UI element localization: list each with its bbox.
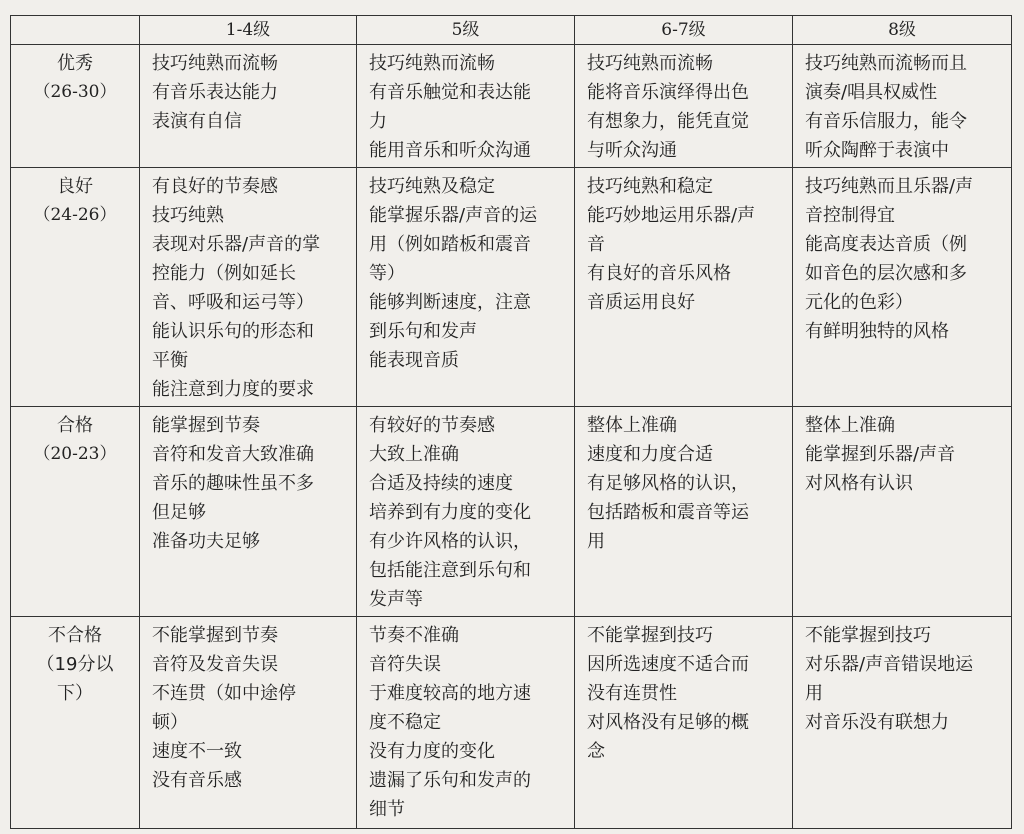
criterion-line: 能表现音质	[369, 350, 459, 371]
criterion-line: 培养到有力度的变化	[369, 502, 531, 523]
criterion-line: 对音乐没有联想力	[805, 712, 949, 733]
criterion-line: 音质运用良好	[587, 292, 695, 313]
cell-excellent-grade-5	[357, 45, 575, 168]
criterion-line: 与听众沟通	[587, 140, 677, 161]
score-range: （19分以	[36, 654, 114, 675]
cell-pass-grade-1-4	[140, 407, 357, 617]
cell-excellent-grade-6-7	[575, 45, 793, 168]
criterion-line: 控能力（例如延长	[152, 263, 296, 284]
criterion-line: 力	[369, 111, 387, 132]
header-corner	[11, 16, 140, 45]
rating-label: 优秀	[57, 53, 93, 74]
criterion-line: 大致上准确	[369, 444, 459, 465]
header-grade-1-4: 1-4级	[140, 16, 357, 45]
criterion-line: 速度和力度合适	[587, 444, 713, 465]
header-grade-8: 8级	[793, 16, 1012, 45]
rating-label: 良好	[57, 176, 93, 197]
score-range: 下）	[57, 683, 93, 704]
table-row-excellent	[11, 45, 1012, 168]
criterion-line: 用	[805, 683, 823, 704]
cell-fail-grade-5	[357, 617, 575, 829]
criterion-line: 等）	[369, 263, 405, 284]
criterion-line: 包括踏板和震音等运	[587, 502, 749, 523]
criterion-line: 能注意到力度的要求	[152, 379, 314, 400]
cell-excellent-grade-8	[793, 45, 1012, 168]
criterion-line: 不连贯（如中途停	[152, 683, 296, 704]
criterion-line: 对风格有认识	[805, 473, 913, 494]
criterion-line: 能掌握乐器/声音的运	[369, 205, 538, 226]
table-row-pass	[11, 407, 1012, 617]
criterion-line: 技巧纯熟	[152, 205, 224, 226]
rating-label: 合格	[57, 415, 93, 436]
criterion-line: 到乐句和发声	[369, 321, 477, 342]
criterion-line: 能高度表达音质（例	[805, 234, 967, 255]
score-range: （24-26）	[33, 205, 117, 225]
criterion-line: 能巧妙地运用乐器/声	[587, 205, 756, 226]
criterion-line: 技巧纯熟和稳定	[587, 176, 713, 197]
header-grade-5: 5级	[357, 16, 575, 45]
criterion-line: 没有力度的变化	[369, 741, 495, 762]
criterion-line: 音控制得宜	[805, 205, 895, 226]
criterion-line: 度不稳定	[369, 712, 441, 733]
cell-good-grade-8	[793, 168, 1012, 407]
table-row-good	[11, 168, 1012, 407]
criterion-line: 技巧纯熟而流畅	[587, 53, 713, 74]
criterion-line: 包括能注意到乐句和	[369, 560, 531, 581]
criterion-line: 发声等	[369, 589, 423, 610]
criterion-line: 音	[587, 234, 605, 255]
cell-fail-grade-6-7	[575, 617, 793, 829]
criterion-line: 有音乐信服力，能令	[805, 111, 967, 132]
criterion-line: 能认识乐句的形态和	[152, 321, 314, 342]
criterion-line: 如音色的层次感和多	[805, 263, 967, 284]
table-row-fail	[11, 617, 1012, 829]
criterion-line: 有足够风格的认识，	[587, 473, 749, 494]
criterion-line: 元化的色彩）	[805, 292, 913, 313]
criterion-line: 用（例如踏板和震音	[369, 234, 531, 255]
score-range: （20-23）	[33, 444, 117, 464]
criterion-line: 没有音乐感	[152, 770, 242, 791]
criterion-line: 音、呼吸和运弓等）	[152, 292, 314, 313]
criterion-line: 技巧纯熟而流畅而且	[805, 53, 967, 74]
criterion-line: 技巧纯熟而流畅	[369, 53, 495, 74]
criterion-line: 有良好的音乐风格	[587, 263, 731, 284]
criterion-line: 因所选速度不适合而	[587, 654, 749, 675]
criterion-line: 有良好的节奏感	[152, 176, 278, 197]
criterion-line: 能用音乐和听众沟通	[369, 140, 531, 161]
criterion-line: 音符及发音失误	[152, 654, 278, 675]
header-grade-6-7: 6-7级	[575, 16, 793, 45]
criterion-line: 能掌握到乐器/声音	[805, 444, 956, 465]
score-range: （26-30）	[33, 82, 117, 102]
criterion-line: 表现对乐器/声音的掌	[152, 234, 321, 255]
criterion-line: 有音乐触觉和表达能	[369, 82, 531, 103]
criterion-line: 音符和发音大致准确	[152, 444, 314, 465]
criterion-line: 音符失误	[369, 654, 441, 675]
row-header-excellent	[11, 45, 140, 168]
rating-label: 不合格	[48, 625, 102, 646]
criterion-line: 能掌握到节奏	[152, 415, 260, 436]
cell-good-grade-1-4	[140, 168, 357, 407]
criterion-line: 技巧纯熟而流畅	[152, 53, 278, 74]
cell-pass-grade-8	[793, 407, 1012, 617]
criterion-line: 节奏不准确	[369, 625, 459, 646]
criterion-line: 有鲜明独特的风格	[805, 321, 949, 342]
criterion-line: 有较好的节奏感	[369, 415, 495, 436]
criterion-line: 准备功夫足够	[152, 531, 260, 552]
criterion-line: 整体上准确	[805, 415, 895, 436]
criterion-line: 有少许风格的认识，	[369, 531, 531, 552]
criterion-line: 对乐器/声音错误地运	[805, 654, 974, 675]
criterion-line: 有想象力，能凭直觉	[587, 111, 749, 132]
criterion-line: 不能掌握到节奏	[152, 625, 278, 646]
criterion-line: 演奏/唱具权威性	[805, 82, 938, 103]
cell-good-grade-6-7	[575, 168, 793, 407]
criterion-line: 不能掌握到技巧	[587, 625, 713, 646]
criterion-line: 顿）	[152, 712, 188, 733]
row-header-fail	[11, 617, 140, 829]
criterion-line: 表演有自信	[152, 111, 242, 132]
criterion-line: 平衡	[152, 350, 188, 371]
header-row	[11, 16, 1012, 45]
row-header-pass	[11, 407, 140, 617]
criterion-line: 整体上准确	[587, 415, 677, 436]
cell-fail-grade-1-4	[140, 617, 357, 829]
criterion-line: 能将音乐演绎得出色	[587, 82, 749, 103]
cell-pass-grade-6-7	[575, 407, 793, 617]
criterion-line: 对风格没有足够的概	[587, 712, 749, 733]
criterion-line: 合适及持续的速度	[369, 473, 513, 494]
criterion-line: 遗漏了乐句和发声的	[369, 770, 531, 791]
criterion-line: 用	[587, 531, 605, 552]
criterion-line: 细节	[369, 799, 405, 820]
criterion-line: 但足够	[152, 502, 206, 523]
cell-excellent-grade-1-4	[140, 45, 357, 168]
cell-pass-grade-5	[357, 407, 575, 617]
criterion-line: 速度不一致	[152, 741, 242, 762]
criterion-line: 于难度较高的地方速	[369, 683, 531, 704]
row-header-good	[11, 168, 140, 407]
criterion-line: 有音乐表达能力	[152, 82, 278, 103]
criterion-line: 没有连贯性	[587, 683, 677, 704]
cell-good-grade-5	[357, 168, 575, 407]
criterion-line: 听众陶醉于表演中	[805, 140, 949, 161]
cell-fail-grade-8	[793, 617, 1012, 829]
criterion-line: 不能掌握到技巧	[805, 625, 931, 646]
criterion-line: 技巧纯熟而且乐器/声	[805, 176, 974, 197]
criterion-line: 念	[587, 741, 605, 762]
criterion-line: 音乐的趣味性虽不多	[152, 473, 314, 494]
criterion-line: 能够判断速度，注意	[369, 292, 531, 313]
criterion-line: 技巧纯熟及稳定	[369, 176, 495, 197]
grading-table	[10, 15, 1012, 829]
